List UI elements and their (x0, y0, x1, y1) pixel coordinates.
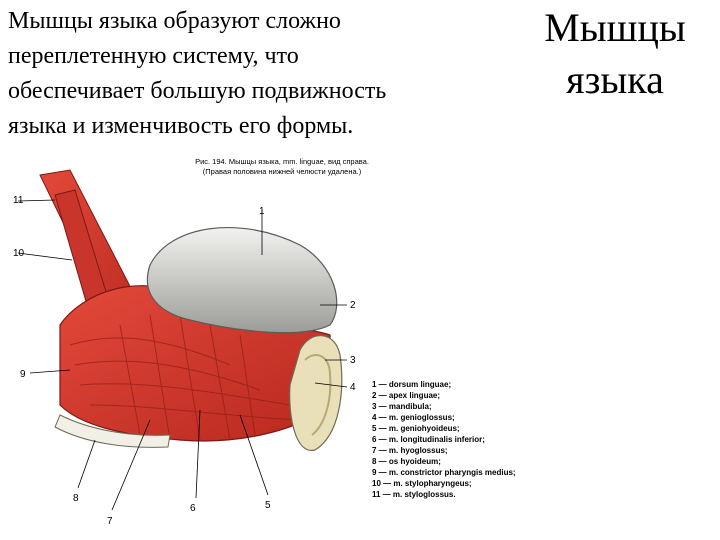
legend-item: 1 — dorsum linguae; (372, 380, 452, 389)
legend-item: 9 — m. constrictor pharyngis medius; (372, 468, 516, 477)
tongue-muscles-illustration (0, 155, 720, 540)
callout-number: 10 (13, 248, 25, 259)
legend-item: 4 — m. genioglossus; (372, 413, 455, 422)
legend-item: 8 — os hyoideum; (372, 457, 441, 466)
callout-number: 7 (107, 516, 113, 527)
callout-number: 5 (265, 500, 271, 511)
figure-legend (372, 379, 516, 500)
callout-number: 6 (190, 503, 196, 514)
slide-title (520, 2, 710, 106)
legend-item: 10 — m. stylopharyngeus; (372, 479, 472, 488)
caption-line: Рис. 194. Мышцы языка, mm. linguae, вид справа. (195, 157, 369, 166)
intro-line: Мышцы языка образуют сложно (8, 8, 341, 34)
title-line: языка (566, 57, 664, 102)
caption-line: (Правая половина нижней челюсти удалена.) (202, 167, 362, 176)
legend-item: 2 — apex linguae; (372, 391, 441, 400)
callout-number: 4 (350, 382, 356, 393)
legend-item: 3 — mandibula; (372, 402, 432, 411)
intro-line: языка и изменчивость его формы. (8, 113, 354, 139)
title-line: Мышцы (544, 5, 686, 50)
callout-number: 11 (13, 195, 24, 206)
figure-caption (172, 157, 392, 177)
callout-number: 2 (350, 300, 356, 311)
callout-number: 3 (350, 355, 356, 366)
intro-text (8, 4, 528, 154)
callout-number: 1 (259, 206, 265, 217)
legend-item: 11 — m. styloglossus. (372, 490, 456, 499)
legend-item: 7 — m. hyoglossus; (372, 446, 448, 455)
legend-item: 6 — m. longitudinalis inferior; (372, 435, 485, 444)
callout-number: 8 (73, 493, 79, 504)
intro-line: обеспечивает большую подвижность (8, 78, 387, 104)
callout-number: 9 (20, 369, 26, 380)
legend-item: 5 — m. geniohyoideus; (372, 424, 460, 433)
intro-line: переплетенную систему, что (8, 43, 299, 69)
